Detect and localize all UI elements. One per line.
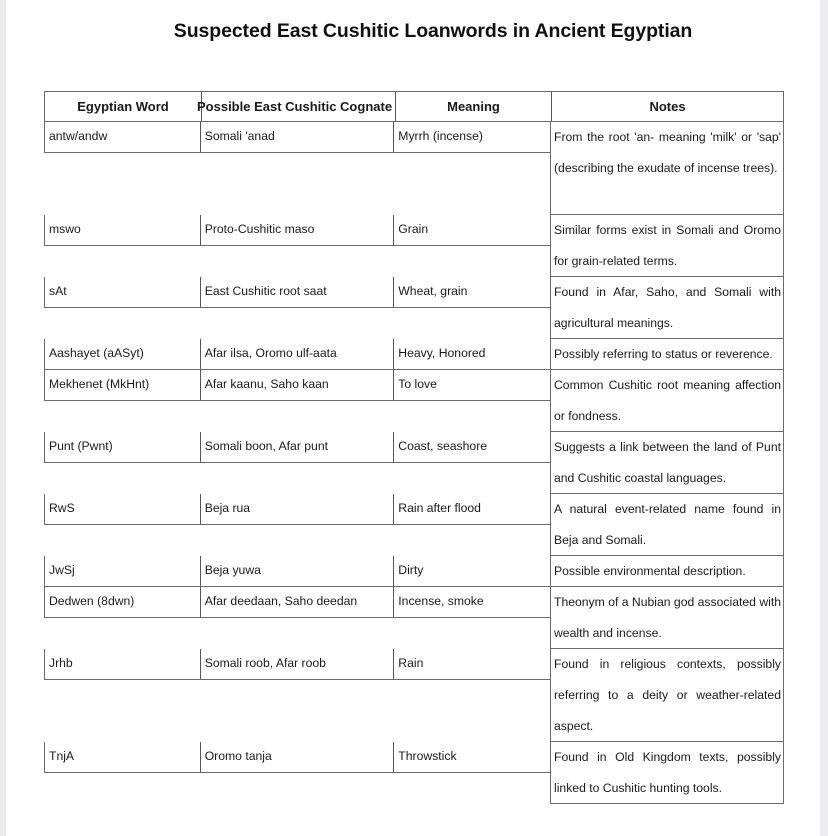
cognate-cell: Somali boon, Afar punt <box>200 432 394 462</box>
row-main-cells <box>44 339 550 370</box>
document-title: Suspected East Cushitic Loanwords in Ancient Egyptian <box>173 20 693 42</box>
cognate-cell: Beja yuwa <box>200 556 394 586</box>
meaning-cell: Coast, seashore <box>393 432 550 462</box>
page-edge-left <box>0 0 6 836</box>
meaning-cell: Wheat, grain <box>393 277 550 307</box>
table-row <box>44 556 784 587</box>
page-edge-right <box>820 0 828 836</box>
table-row <box>44 494 784 556</box>
column-header-cognate-label: Possible East Cushitic Cognate <box>197 99 393 114</box>
egyptian-word-cell: mswo <box>49 222 81 236</box>
row-main-cells <box>44 742 550 773</box>
meaning-cell: Grain <box>393 215 550 245</box>
egyptian-word-cell: RwS <box>49 501 75 515</box>
notes-cell: Theonym of a Nubian god associated with wealth and incense. <box>550 587 784 649</box>
meaning-cell: Incense, smoke <box>393 587 550 617</box>
row-main-cells <box>44 494 550 525</box>
notes-cell: Similar forms exist in Somali and Oromo for grain-related terms. <box>550 215 784 277</box>
notes-cell: Possible environmental description. <box>550 556 784 587</box>
egyptian-word-cell: Dedwen (8dwn) <box>49 594 135 608</box>
egyptian-word-cell: Mekhenet (MkHnt) <box>49 377 150 391</box>
cognate-cell: Afar ilsa, Oromo ulf-aata <box>200 339 394 369</box>
meaning-cell: Heavy, Honored <box>393 339 550 369</box>
column-header-cognate <box>197 92 395 121</box>
table-row <box>44 339 784 370</box>
row-main-cells <box>44 215 550 246</box>
table-row <box>44 432 784 494</box>
table-row <box>44 277 784 339</box>
row-main-cells <box>44 649 550 680</box>
meaning-cell: To love <box>393 370 550 400</box>
table-row <box>44 122 784 215</box>
cognate-cell: Beja rua <box>200 494 394 524</box>
notes-cell: Possibly referring to status or reverence. <box>550 339 784 370</box>
egyptian-word-cell: Jrhb <box>49 656 73 670</box>
cognate-cell: Afar deedaan, Saho deedan <box>200 587 394 617</box>
table-row <box>44 742 784 804</box>
egyptian-word-cell: sAt <box>49 284 67 298</box>
meaning-cell: Rain after flood <box>393 494 550 524</box>
notes-cell: Found in Afar, Saho, and Somali with agricultural meanings. <box>550 277 784 339</box>
meaning-cell: Myrrh (incense) <box>393 122 550 152</box>
egyptian-word-cell: antw/andw <box>49 129 108 143</box>
egyptian-word-cell: JwSj <box>49 563 75 577</box>
row-main-cells <box>44 587 550 618</box>
table-row <box>44 649 784 742</box>
column-header-notes: Notes <box>551 92 783 121</box>
column-header-meaning: Meaning <box>395 92 551 121</box>
egyptian-word-cell: Aashayet (aASyt) <box>49 346 144 360</box>
notes-cell: From the root 'an- meaning 'milk' or 'sap' (describing the exudate of incense trees). <box>550 122 784 215</box>
cognate-cell: Afar kaanu, Saho kaan <box>200 370 394 400</box>
row-main-cells <box>44 432 550 463</box>
egyptian-word-cell: Punt (Pwnt) <box>49 439 113 453</box>
cognate-cell: Somali roob, Afar roob <box>200 649 394 679</box>
row-main-cells <box>44 556 550 587</box>
loanwords-table <box>44 91 784 804</box>
notes-cell: Suggests a link between the land of Punt and Cushitic coastal languages. <box>550 432 784 494</box>
egyptian-word-cell: TnjA <box>49 749 75 763</box>
cognate-cell: Proto-Cushitic maso <box>200 215 394 245</box>
table-row <box>44 587 784 649</box>
notes-cell: A natural event-related name found in Beja and Somali. <box>550 494 784 556</box>
notes-cell: Common Cushitic root meaning affection or fondness. <box>550 370 784 432</box>
row-main-cells <box>44 277 550 308</box>
table-body <box>44 122 784 804</box>
cognate-cell: Somali 'anad <box>200 122 394 152</box>
table-header-row <box>44 91 784 122</box>
row-main-cells <box>44 122 550 153</box>
table-row <box>44 215 784 277</box>
cognate-cell: East Cushitic root saat <box>200 277 394 307</box>
cognate-cell: Oromo tanja <box>200 742 394 772</box>
notes-cell: Found in religious contexts, possibly referring to a deity or weather-related aspect. <box>550 649 784 742</box>
meaning-cell: Dirty <box>393 556 550 586</box>
column-header-egyptian-word: Egyptian Word <box>77 99 169 114</box>
row-main-cells <box>44 370 550 401</box>
meaning-cell: Throwstick <box>393 742 550 772</box>
meaning-cell: Rain <box>393 649 550 679</box>
table-row <box>44 370 784 432</box>
notes-cell: Found in Old Kingdom texts, possibly linked to Cushitic hunting tools. <box>550 742 784 804</box>
